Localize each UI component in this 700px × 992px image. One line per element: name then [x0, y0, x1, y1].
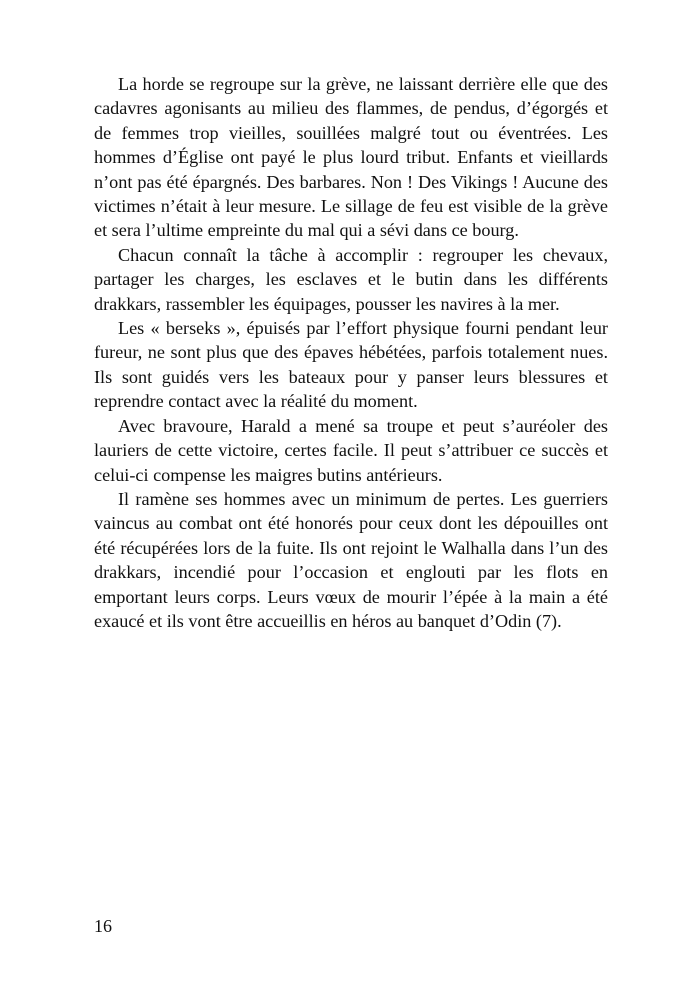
paragraph-5: Il ramène ses hommes avec un minimum de pertes. Les guerriers vaincus au combat ont été honorés pour ceux dont les dépouilles ont été récupérées lors de la fuite. Ils ont rejoint le Walhalla dans l’un des drakkars, incendié pour l’occasion et englouti par les flots en emportant leurs corps. Leurs vœux de mourir l’épée à la main a été exaucé et ils vont être accueillis en héros au banquet d’Odin (7). — [94, 488, 608, 631]
paragraph-2: Chacun connaît la tâche à accomplir : regrouper les chevaux, partager les charges, les esclaves et le butin dans les différents drakkars, rassembler les équipages, pousser les navires à la mer. — [94, 244, 608, 314]
paragraph-4: Avec bravoure, Harald a mené sa troupe et peut s’auréoler des lauriers de cette victoire, certes facile. Il peut s’attribuer ce succès et celui-ci compense les maigres butins antérieurs. — [94, 415, 608, 485]
body-text — [94, 72, 608, 633]
paragraph-3: Les « berseks », épuisés par l’effort physique fourni pendant leur fureur, ne sont plus que des épaves hébétées, parfois totalement nues. Ils sont guidés vers les bateaux pour y panser leurs blessures et reprendre contact avec la réalité du moment. — [94, 318, 608, 412]
page-number: 16 — [94, 916, 112, 936]
paragraph-1: La horde se regroupe sur la grève, ne laissant derrière elle que des cadavres agonisants au milieu des flammes, de pendus, d’égorgés et de femmes trop vieilles, souillées malgré tout ou éventrées. Les hommes d’Église ont payé le plus lourd tribut. Enfants et vieillards n’ont pas été épargnés. Des barbares. Non ! Des Vikings ! Aucune des victimes n’était à leur mesure. Le sillage de feu est visible de la grève et sera l’ultime empreinte du mal qui a sévi dans ce bourg. — [94, 74, 608, 241]
